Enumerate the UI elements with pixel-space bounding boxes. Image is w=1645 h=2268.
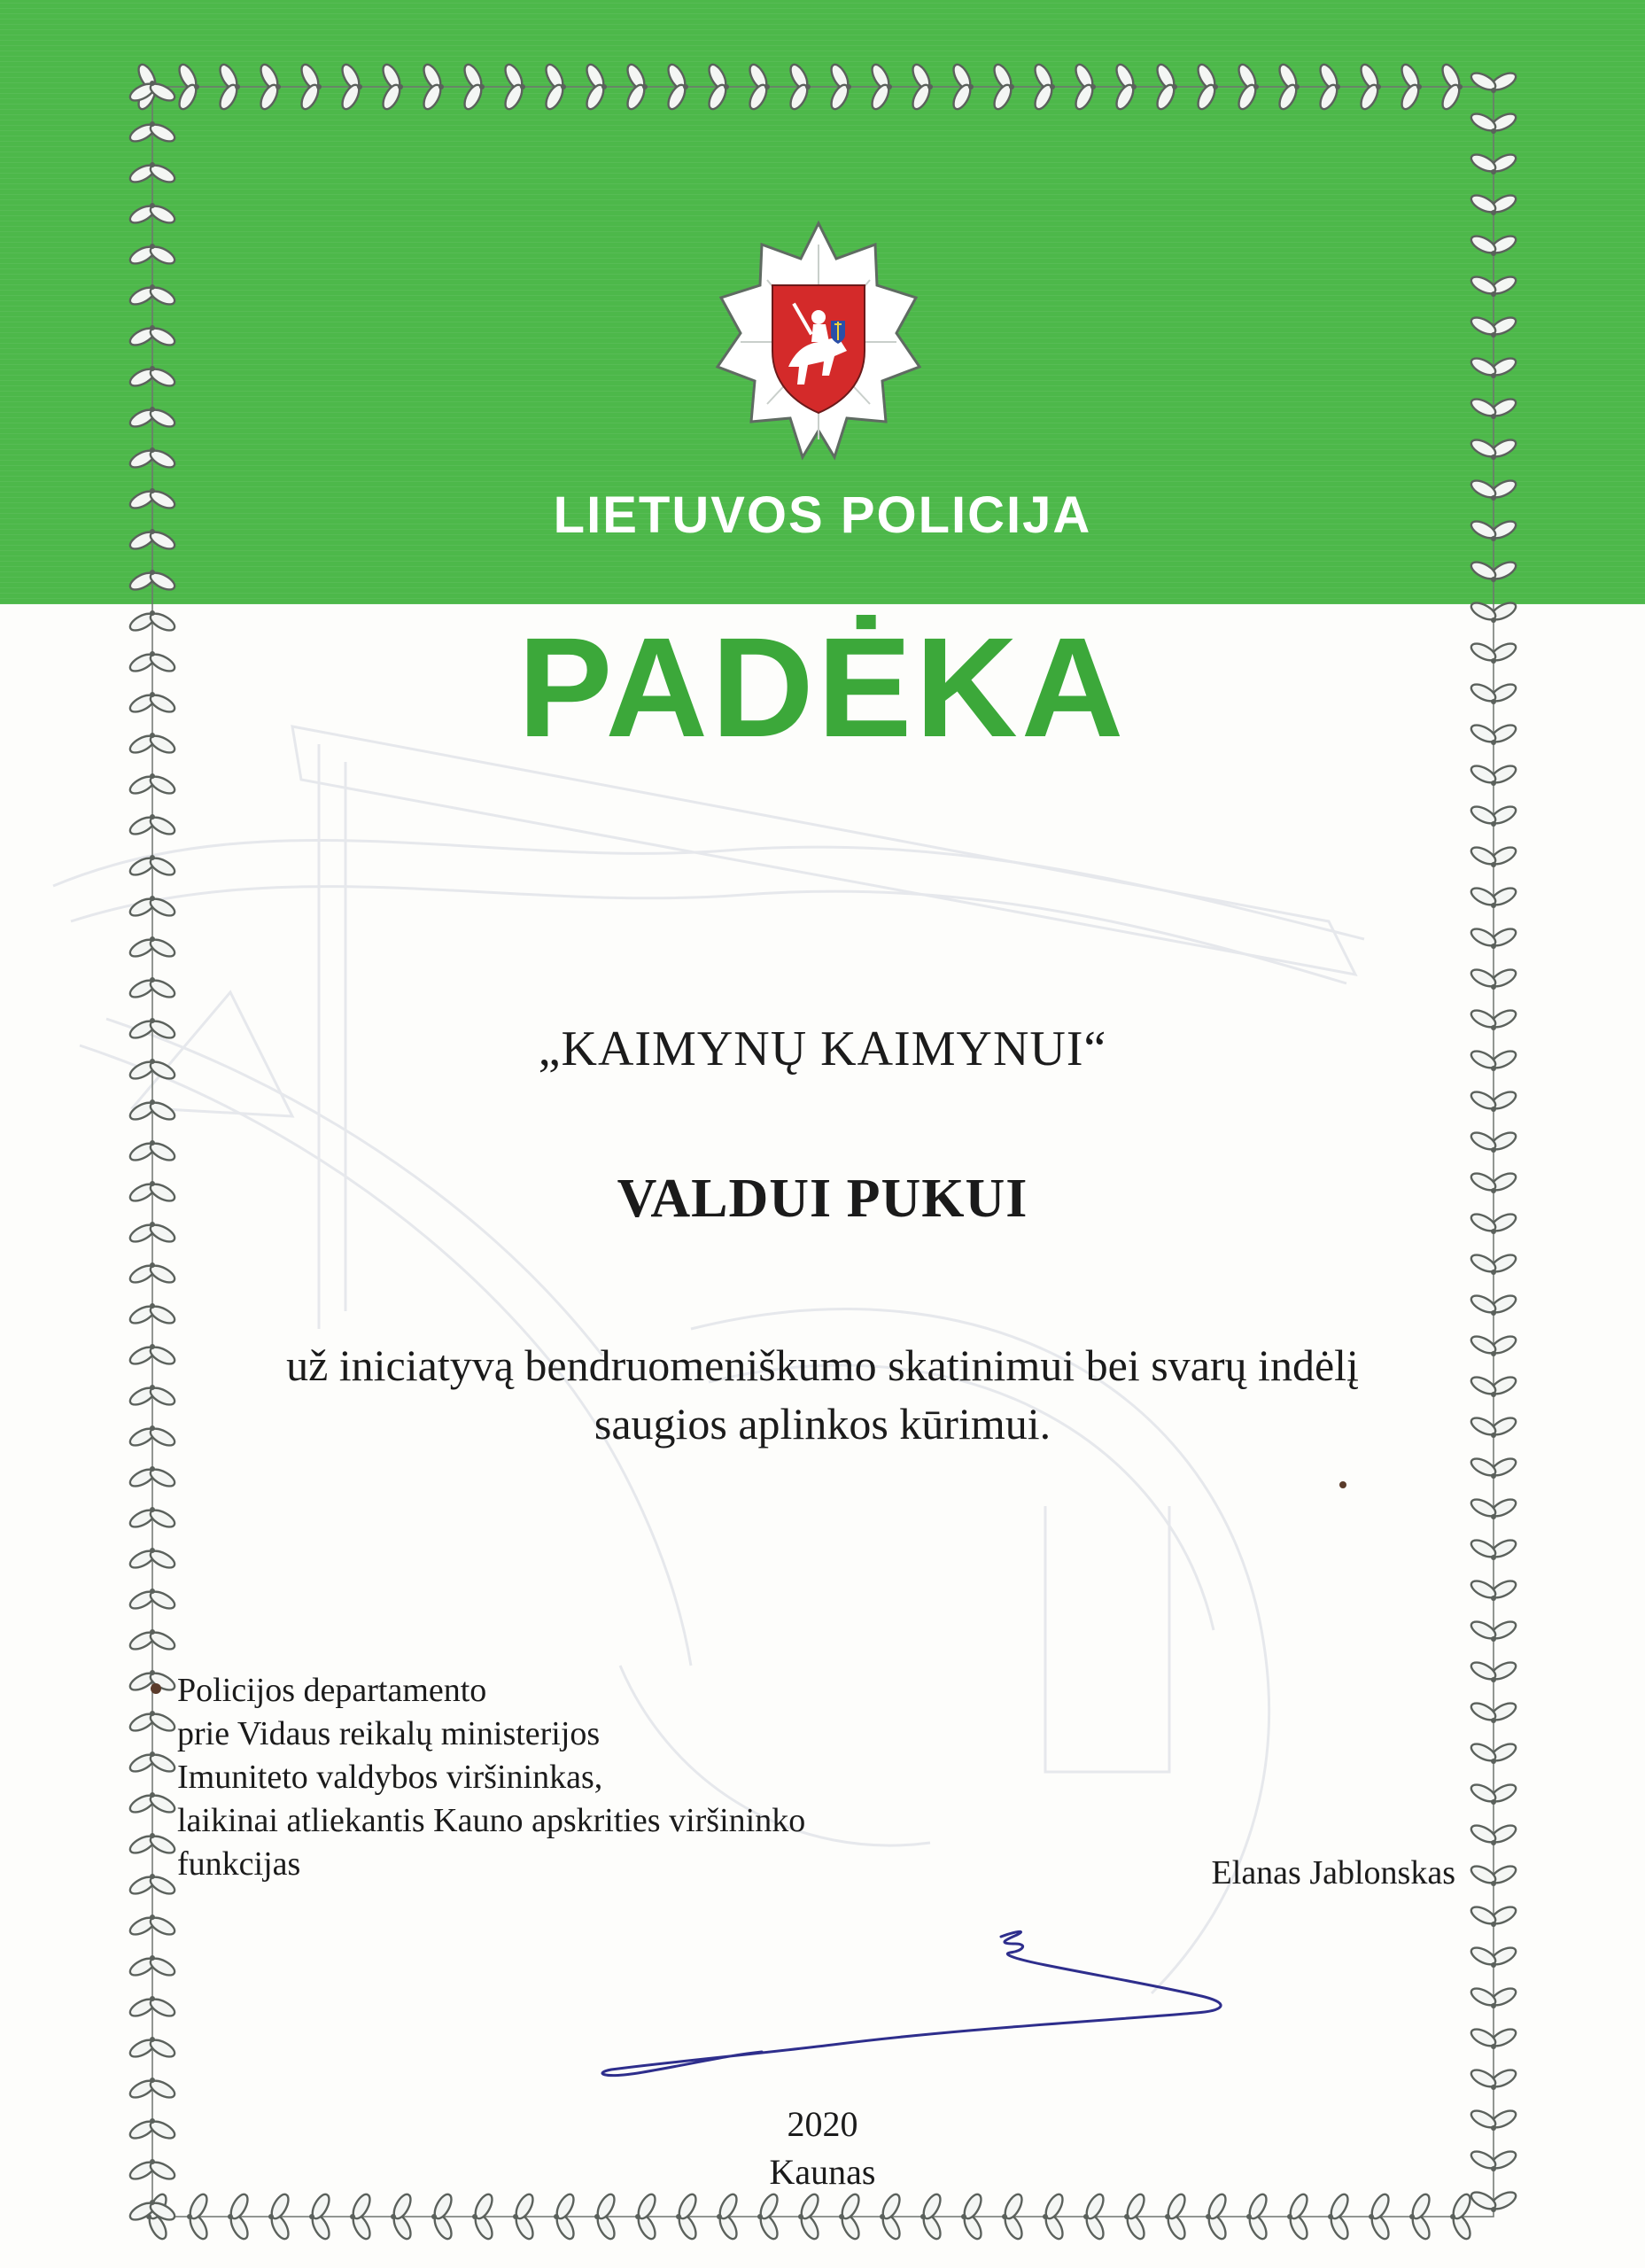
award-reason [0, 1336, 1645, 1453]
signatory-title-line: funkcijas [177, 1845, 301, 1883]
ink-speck [151, 1683, 161, 1694]
certificate-title: PADĖKA [517, 608, 1128, 766]
handwritten-signature-icon [585, 1914, 1293, 2109]
initiative-name: „KAIMYNŲ KAIMYNUI“ [538, 1021, 1107, 1076]
signatory-name: Elanas Jablonskas [1211, 1854, 1455, 1891]
signatory-title-line: Policijos departamento [177, 1672, 487, 1709]
signatory-title-line: laikinai atliekantis Kauno apskrities viršininko [177, 1802, 806, 1839]
signatory-title-line: Imuniteto valdybos viršininkas, [177, 1759, 603, 1796]
issue-year: 2020 [787, 2104, 858, 2144]
police-star-emblem-icon [714, 218, 923, 462]
ink-speck [1339, 1481, 1346, 1488]
signatory-title-line: prie Vidaus reikalų ministerijos [177, 1715, 601, 1752]
signatory-title [177, 1669, 974, 1886]
award-reason-line: už iniciatyvą bendruomeniškumo skatinimui bei svarų indėlį [286, 1340, 1359, 1390]
recipient-name: VALDUI PUKUI [617, 1169, 1028, 1229]
award-reason-line: saugios aplinkos kūrimui. [594, 1399, 1051, 1449]
organization-name: LIETUVOS POLICIJA [553, 486, 1092, 544]
laurel-leaf [1469, 70, 1518, 93]
issue-city: Kaunas [769, 2152, 876, 2192]
